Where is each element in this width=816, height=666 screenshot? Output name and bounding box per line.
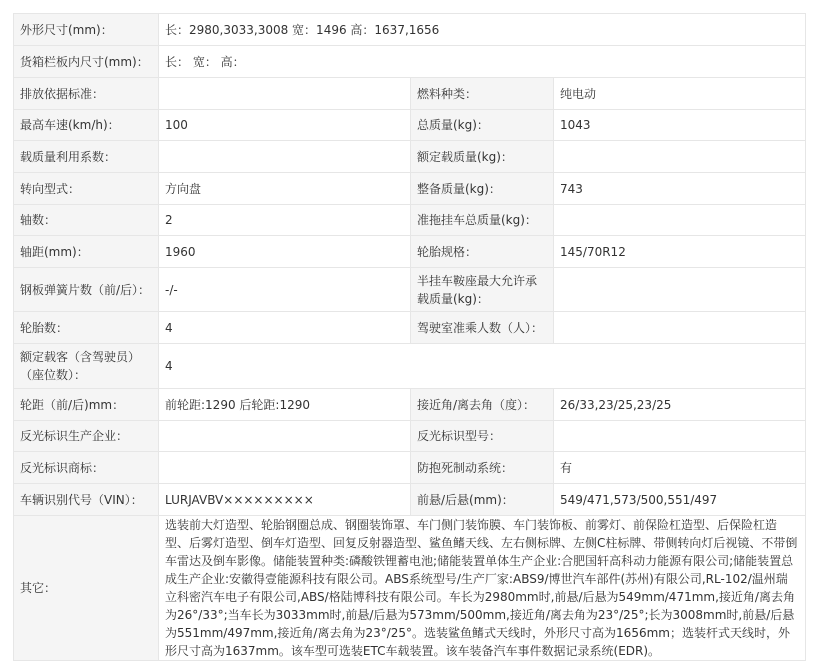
row-label: 反光标识型号： bbox=[411, 421, 554, 452]
table-row-other bbox=[14, 516, 806, 661]
row-value bbox=[554, 268, 806, 312]
table-row bbox=[14, 110, 806, 141]
row-value bbox=[159, 141, 411, 173]
row-value bbox=[554, 205, 806, 236]
table-row bbox=[14, 46, 806, 78]
row-value: 方向盘 bbox=[159, 173, 411, 205]
row-value: 有 bbox=[554, 452, 806, 484]
row-label: 载质量利用系数： bbox=[14, 141, 159, 173]
row-label: 防抱死制动系统： bbox=[411, 452, 554, 484]
row-label: 轮距（前/后)mm： bbox=[14, 389, 159, 421]
row-value: 145/70R12 bbox=[554, 236, 806, 268]
row-value: 纯电动 bbox=[554, 78, 806, 110]
table-row bbox=[14, 236, 806, 268]
row-value bbox=[159, 78, 411, 110]
table-row bbox=[14, 312, 806, 344]
row-label: 轴数： bbox=[14, 205, 159, 236]
spec-table bbox=[13, 13, 806, 661]
table-row bbox=[14, 484, 806, 516]
row-label: 前悬/后悬(mm)： bbox=[411, 484, 554, 516]
row-value: 26/33,23/25,23/25 bbox=[554, 389, 806, 421]
row-label: 钢板弹簧片数（前/后）： bbox=[14, 268, 159, 312]
row-label: 整备质量(kg)： bbox=[411, 173, 554, 205]
row-label: 反光标识商标： bbox=[14, 452, 159, 484]
row-value: 2 bbox=[159, 205, 411, 236]
row-label: 燃料种类： bbox=[411, 78, 554, 110]
row-value: 前轮距:1290 后轮距:1290 bbox=[159, 389, 411, 421]
row-label: 车辆识别代号（VIN）： bbox=[14, 484, 159, 516]
row-value bbox=[159, 452, 411, 484]
row-label: 额定载质量(kg)： bbox=[411, 141, 554, 173]
row-label: 排放依据标准： bbox=[14, 78, 159, 110]
row-label: 轴距(mm)： bbox=[14, 236, 159, 268]
row-label: 总质量(kg)： bbox=[411, 110, 554, 141]
row-value: LURJAVBV××××××××× bbox=[159, 484, 411, 516]
row-label: 转向型式： bbox=[14, 173, 159, 205]
row-value: 100 bbox=[159, 110, 411, 141]
row-label: 反光标识生产企业： bbox=[14, 421, 159, 452]
row-label: 半挂车鞍座最大允许承载质量(kg)： bbox=[411, 268, 554, 312]
other-label: 其它： bbox=[14, 516, 159, 661]
row-value: 4 bbox=[159, 344, 806, 389]
row-value bbox=[554, 141, 806, 173]
table-row bbox=[14, 78, 806, 110]
table-row bbox=[14, 421, 806, 452]
row-value: 长：2980,3033,3008 宽：1496 高：1637,1656 bbox=[159, 14, 806, 46]
row-value: 1960 bbox=[159, 236, 411, 268]
row-value bbox=[159, 421, 411, 452]
table-row bbox=[14, 14, 806, 46]
row-label: 驾驶室准乘人数（人）： bbox=[411, 312, 554, 344]
row-value bbox=[554, 421, 806, 452]
table-row bbox=[14, 389, 806, 421]
row-label: 接近角/离去角（度）： bbox=[411, 389, 554, 421]
row-value: 长： 宽： 高： bbox=[159, 46, 806, 78]
row-label: 额定载客（含驾驶员）（座位数）： bbox=[14, 344, 159, 389]
table-row bbox=[14, 268, 806, 312]
table-row bbox=[14, 344, 806, 389]
row-value: 4 bbox=[159, 312, 411, 344]
table-row bbox=[14, 141, 806, 173]
row-value bbox=[554, 312, 806, 344]
table-row bbox=[14, 205, 806, 236]
row-value: 743 bbox=[554, 173, 806, 205]
row-label: 轮胎数： bbox=[14, 312, 159, 344]
row-label: 货箱栏板内尺寸(mm)： bbox=[14, 46, 159, 78]
row-label: 准拖挂车总质量(kg)： bbox=[411, 205, 554, 236]
table-row bbox=[14, 173, 806, 205]
row-value: 549/471,573/500,551/497 bbox=[554, 484, 806, 516]
row-value: -/- bbox=[159, 268, 411, 312]
row-label: 轮胎规格： bbox=[411, 236, 554, 268]
row-label: 最高车速(km/h)： bbox=[14, 110, 159, 141]
table-row bbox=[14, 452, 806, 484]
other-value: 选装前大灯造型、轮胎钢圈总成、钢圈装饰罩、车门侧门装饰膜、车门装饰板、前雾灯、前保险杠造型、后保险杠造型、后雾灯造型、倒车灯造型、回复反射器造型、鲨鱼鳍天线、左右侧标牌、左侧C柱标牌、带侧转向灯后视镜、不带倒车雷达及倒车影像。储能装置种类:磷酸铁锂蓄电池;储能装置单体生产企业:合肥国轩高科动力能源有限公司;储能装置总成生产企业:安徽得壹能源科技有限公司。ABS系统型号/生产厂家:ABS9/博世汽车部件(苏州)有限公司,RL-102/温州瑞立科密汽车电子有限公司,ABS/格陆博科技有限公司。车长为2980mm时,前悬/后悬为549mm/471mm,接近角/离去角为26°/33°;当车长为3033mm时,前悬/后悬为573mm/500mm,接近角/离去角为23°/25°;长为3008mm时,前悬/后悬为551mm/497mm,接近角/离去角为23°/25°。选装鲨鱼鳍式天线时，外形尺寸高为1656mm；选装杆式天线时，外形尺寸高为1637mm。该车型可选装ETC车载装置。该车装备汽车事件数据记录系统(EDR)。 bbox=[159, 516, 806, 661]
row-value: 1043 bbox=[554, 110, 806, 141]
row-label: 外形尺寸(mm)： bbox=[14, 14, 159, 46]
